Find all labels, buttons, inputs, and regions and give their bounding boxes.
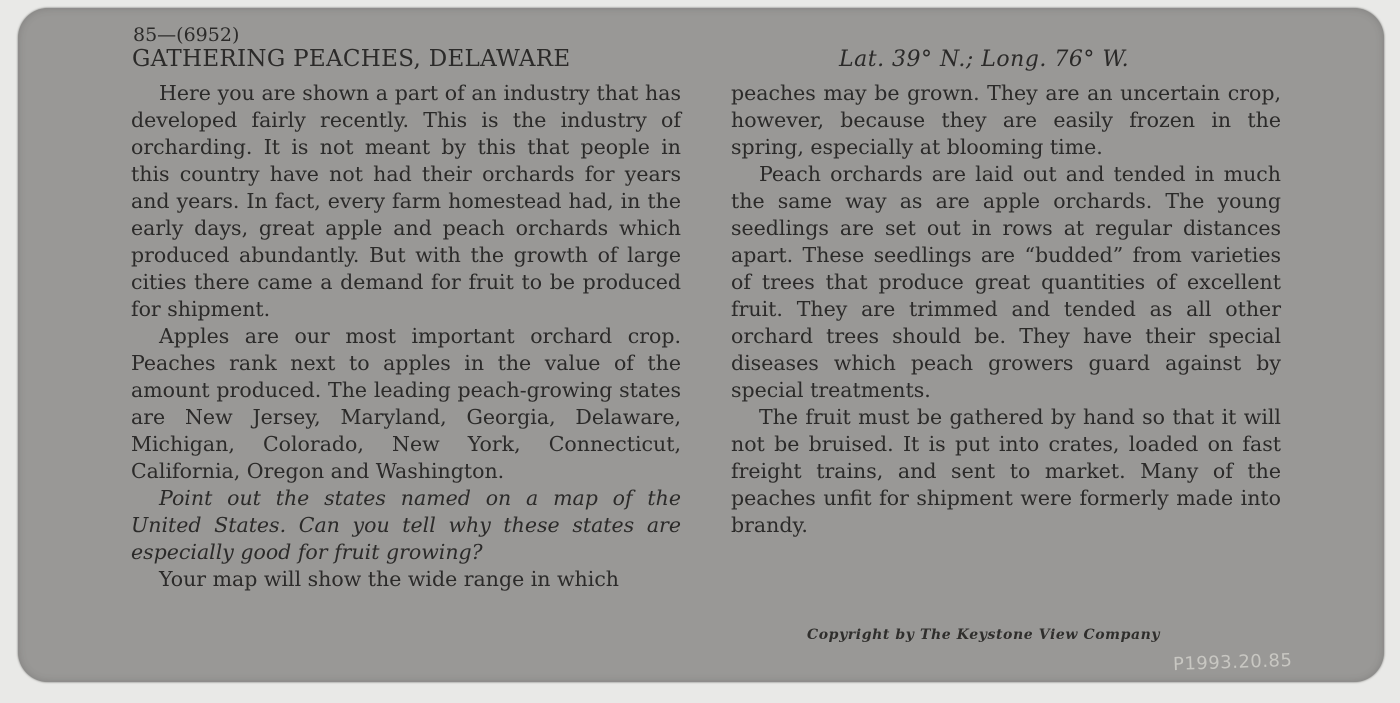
paragraph-intro: Here you are shown a part of an industry that has developed fairly recently. This is the industry of orcharding. It is not meant by this that people in this country have not had their orchards for years and years. In fact, every farm homestead had, in the early days, great apple and peach orchards which produced abundantly. But with the growth of large cities there came a demand for fruit to be produced for shipment.: [131, 81, 681, 321]
card-title: GATHERING PEACHES, DELAWARE: [132, 46, 571, 72]
stereograph-card-back: [18, 8, 1384, 682]
card-number: 85—(6952): [133, 24, 240, 46]
paragraph-continued: peaches may be grown. They are an uncertain crop, however, because they are easily frozen in the spring, especially at blooming time.: [731, 81, 1281, 159]
latitude-longitude: Lat. 39° N.; Long. 76° W.: [839, 47, 1130, 72]
paragraph-harvest: The fruit must be gathered by hand so that it will not be bruised. It is put into crates, loaded on fast freight trains, and sent to market. Many of the peaches unfit for shipment were formerly made into brandy.: [731, 405, 1281, 537]
paragraph-apples: Apples are our most important orchard crop. Peaches rank next to apples in the value of the amount produced. The leading peach-growing states are New Jersey, Maryland, Georgia, Delaware, Michigan, Colorado, New York, Connecticut, California, Oregon and Washington.: [131, 324, 681, 483]
left-text-column: [131, 80, 681, 593]
accession-number: P1993.20.85: [1172, 649, 1293, 676]
right-text-column: [731, 80, 1281, 539]
copyright-notice: Copyright by The Keystone View Company: [807, 627, 1161, 643]
paragraph-map: Your map will show the wide range in which: [159, 567, 619, 591]
paragraph-question: Point out the states named on a map of the United States. Can you tell why these states are especially good for fruit growing?: [131, 486, 681, 564]
paragraph-orchards: Peach orchards are laid out and tended in much the same way as are apple orchards. The young seedlings are set out in rows at regular distances apart. These seedlings are “budded” from varieties of trees that produce great quantities of excellent fruit. They are trimmed and tended as all other orchard trees should be. They have their special diseases which peach growers guard against by special treatments.: [731, 162, 1281, 402]
